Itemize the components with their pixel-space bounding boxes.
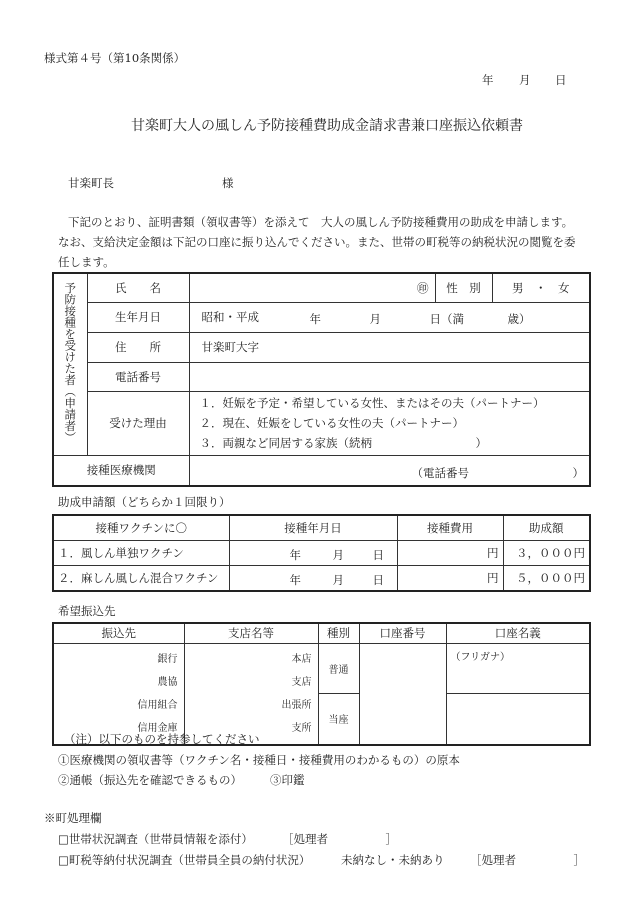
reason-item[interactable]: ３．両親など同居する家族（続柄 ）: [199, 436, 487, 450]
birth-age: 歳）: [507, 311, 531, 326]
address-label: 住 所: [87, 332, 189, 362]
intro-line-1: 下記のとおり、証明書類（領収書等）を添えて 大人の風しん予防接種費用の助成を申請します。: [68, 215, 574, 229]
furigana-label: （フリガナ）: [450, 651, 510, 663]
reason-item[interactable]: ２．現在、妊娠をしている女性の夫（パートナー）: [199, 416, 464, 430]
account-number-field[interactable]: [359, 643, 446, 745]
amount-header: 接種費用: [397, 515, 503, 540]
vaccine-date-field[interactable]: [229, 565, 397, 591]
furigana-field[interactable]: [446, 643, 590, 694]
branch-field[interactable]: [184, 643, 318, 745]
subsidy-amount: ３，０００円: [503, 540, 590, 565]
birth-day: 日（満: [429, 311, 464, 326]
addressee-name: 甘楽町長: [68, 176, 114, 190]
recipient-table: [52, 272, 591, 487]
bank-header: 口座名義: [446, 623, 590, 643]
vaccine-date-field[interactable]: [229, 540, 397, 565]
clinic-phone-close: ）: [572, 465, 584, 480]
address-value: 甘楽町大字: [201, 340, 259, 354]
office-row1-label[interactable]: □世帯状況調査（世帯員情報を添付）: [58, 832, 253, 846]
bank-type-option[interactable]: 農協: [157, 676, 178, 688]
date-year: 年: [289, 572, 301, 587]
recipient-side-label: 予防接種を受けた者（申請者）: [63, 282, 78, 444]
vaccine-cost-field[interactable]: 円: [397, 540, 503, 565]
bank-type-option[interactable]: 銀行: [157, 653, 178, 665]
notes-item-1: ①医療機関の領収書等（ワクチン名・接種日・接種費用のわかるもの）の原本: [58, 753, 460, 767]
intro-line-3: 任します。: [58, 255, 115, 269]
date-year: 年: [289, 547, 301, 562]
intro-line-2: なお、支給決定金額は下記の口座に振り込んでください。また、世帯の町税等の納税状況の閲覧を委: [58, 235, 576, 249]
clinic-label: 接種医療機関: [53, 455, 189, 486]
notes-item-2: ②通帳（振込先を確認できるもの）: [58, 773, 242, 787]
account-type-current[interactable]: 当座: [318, 694, 359, 745]
office-heading: ※町処理欄: [44, 811, 102, 825]
bank-header: 口座番号: [359, 623, 446, 643]
branch-type-option[interactable]: 出張所: [281, 699, 312, 711]
office-row2-label[interactable]: □町税等納付状況調査（世帯員全員の納付状況）: [58, 853, 311, 867]
bank-type-field[interactable]: [53, 643, 184, 745]
birth-field[interactable]: [189, 302, 590, 332]
birth-label: 生年月日: [87, 302, 189, 332]
form-number: 様式第４号（第10条関係）: [44, 51, 186, 65]
clinic-field[interactable]: [189, 455, 590, 486]
bank-type-option[interactable]: 信用金庫: [137, 722, 178, 734]
table-row: [53, 565, 590, 591]
reason-item[interactable]: １．妊娠を予定・希望している女性、またはその夫（パートナー）: [199, 396, 545, 410]
branch-type-option[interactable]: 本店: [291, 653, 312, 665]
birth-year: 年: [309, 311, 321, 326]
address-field[interactable]: [189, 332, 590, 362]
bank-header: 種別: [318, 623, 359, 643]
birth-era: 昭和・平成: [201, 310, 259, 324]
document-title: 甘楽町大人の風しん予防接種費助成金請求書兼口座振込依頼書: [131, 118, 523, 134]
date-month: 月: [332, 572, 344, 587]
office-row1-handler: ［処理者 ］: [282, 832, 397, 846]
date-day: 日: [372, 547, 384, 562]
phone-field[interactable]: [189, 362, 590, 391]
bank-header: 振込先: [53, 623, 184, 643]
amount-heading: 助成申請額（どちらか１回限り）: [58, 495, 231, 509]
clinic-phone-open: （電話番号: [411, 465, 469, 480]
amount-header: 接種年月日: [229, 515, 397, 540]
vaccine-option[interactable]: ２．麻しん風しん混合ワクチン: [53, 565, 229, 591]
addressee-honorific: 様: [222, 176, 234, 190]
vaccine-cost-field[interactable]: 円: [397, 565, 503, 591]
date-year-label: 年: [482, 73, 494, 87]
phone-label: 電話番号: [87, 362, 189, 391]
date-month-label: 月: [519, 73, 531, 87]
amount-table: [52, 514, 591, 592]
seal-mark: ㊞: [417, 280, 429, 295]
amount-header: 接種ワクチンに〇: [53, 515, 229, 540]
branch-type-option[interactable]: 支店: [291, 676, 312, 688]
table-row: [53, 540, 590, 565]
bank-header: 支店名等: [184, 623, 318, 643]
vaccine-option[interactable]: １．風しん単独ワクチン: [53, 540, 229, 565]
name-label: 氏 名: [87, 273, 189, 302]
account-type-ordinary[interactable]: 普通: [318, 643, 359, 694]
account-holder-field[interactable]: [446, 694, 590, 745]
gender-options[interactable]: 男 ・ 女: [492, 273, 590, 302]
recipient-side-label-cell: [53, 273, 87, 455]
subsidy-amount: ５，０００円: [503, 565, 590, 591]
branch-type-option[interactable]: 支所: [291, 722, 312, 734]
office-row2-handler: ［処理者 ］: [470, 853, 585, 867]
name-field[interactable]: [189, 273, 435, 302]
notes-heading: （注）以下のものを持参してください: [64, 732, 260, 746]
gender-label: 性 別: [435, 273, 492, 302]
notes-item-3: ③印鑑: [270, 773, 305, 787]
date-month: 月: [332, 547, 344, 562]
date-day-label: 日: [555, 73, 567, 87]
birth-month: 月: [369, 311, 381, 326]
reason-list: [189, 391, 590, 455]
amount-header: 助成額: [503, 515, 590, 540]
bank-heading: 希望振込先: [58, 604, 116, 618]
date-day: 日: [372, 572, 384, 587]
bank-type-option[interactable]: 信用組合: [137, 699, 178, 711]
bank-table: [52, 622, 591, 746]
office-row2-status: 未納なし・未納あり: [341, 853, 445, 867]
reason-label: 受けた理由: [87, 391, 189, 455]
